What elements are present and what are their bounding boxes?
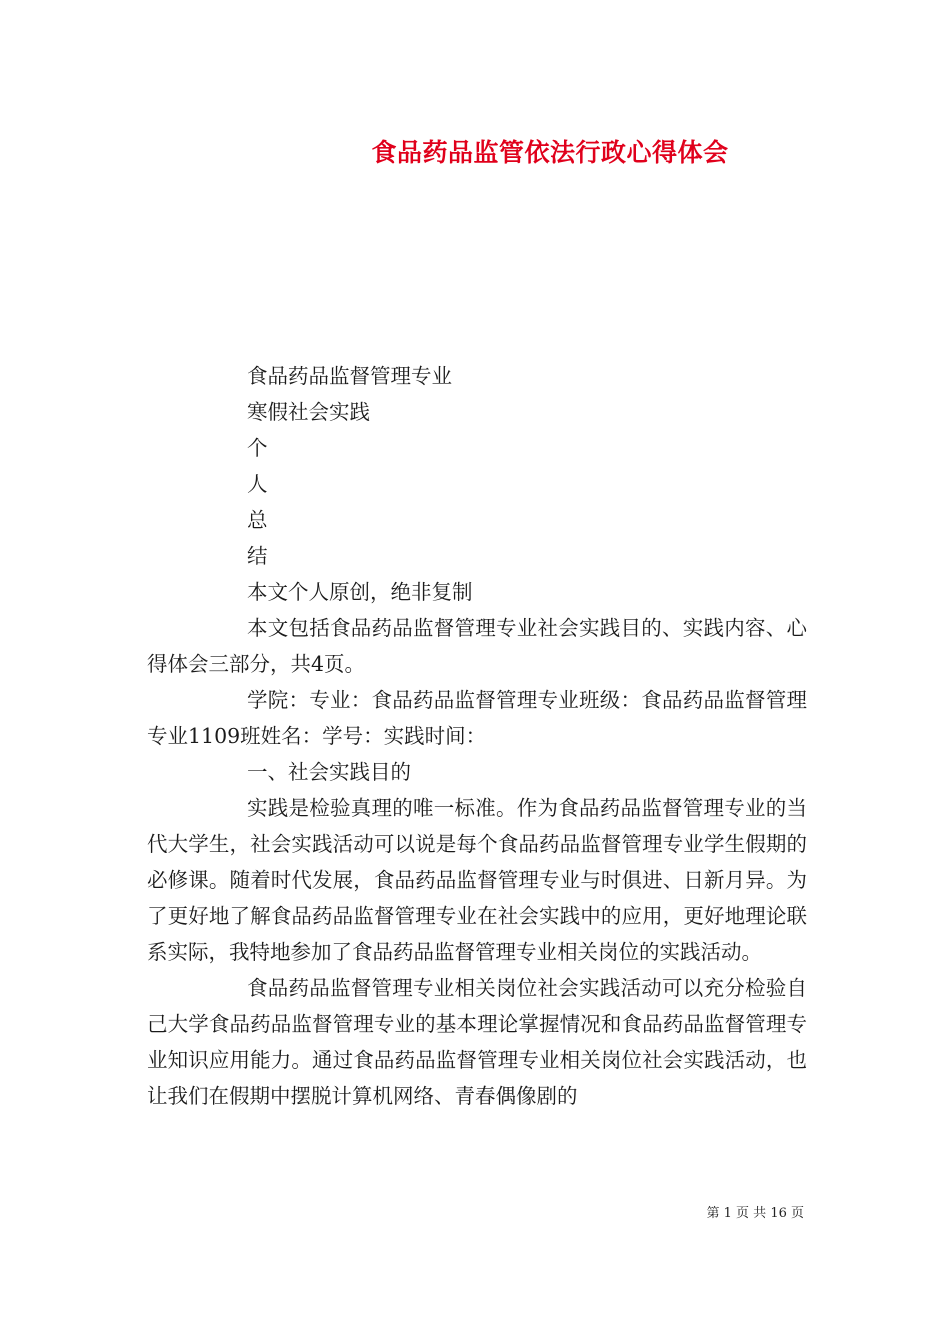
paragraph-student-info: 学院：专业：食品药品监督管理专业班级：食品药品监督管理专业1109班姓名：学号：实践时间： (147, 688, 807, 748)
header-line: 食品药品监督管理专业 (247, 364, 452, 388)
paragraph-summary: 本文包括食品药品监督管理专业社会实践目的、实践内容、心得体会三部分，共4页。 (147, 616, 807, 676)
header-lines (247, 358, 473, 610)
header-line: 人 (247, 472, 268, 496)
paragraph-activity: 食品药品监督管理专业相关岗位社会实践活动可以充分检验自己大学食品药品监督管理专业的基本理论掌握情况和食品药品监督管理专业知识应用能力。通过食品药品监督管理专业相关岗位社会实践活动，也让我们在假期中摆脱计算机网络、青春偶像剧的 (147, 976, 807, 1108)
header-line: 个 (247, 436, 268, 460)
header-line: 总 (247, 508, 268, 532)
header-line: 本文个人原创，绝非复制 (247, 580, 473, 604)
header-line: 结 (247, 544, 268, 568)
header-line: 寒假社会实践 (247, 400, 370, 424)
body-text (147, 610, 807, 1114)
paragraph-purpose: 实践是检验真理的唯一标准。作为食品药品监督管理专业的当代大学生，社会实践活动可以说是每个食品药品监督管理专业学生假期的必修课。随着时代发展，食品药品监督管理专业与时俱进、日新月异。为了更好地了解食品药品监督管理专业在社会实践中的应用，更好地理论联系实际，我特地参加了食品药品监督管理专业相关岗位的实践活动。 (147, 796, 807, 964)
document-title: 食品药品监管依法行政心得体会 (371, 138, 729, 167)
page-number: 第 1 页 共 16 页 (706, 1206, 804, 1221)
section-heading: 一、社会实践目的 (247, 760, 411, 784)
